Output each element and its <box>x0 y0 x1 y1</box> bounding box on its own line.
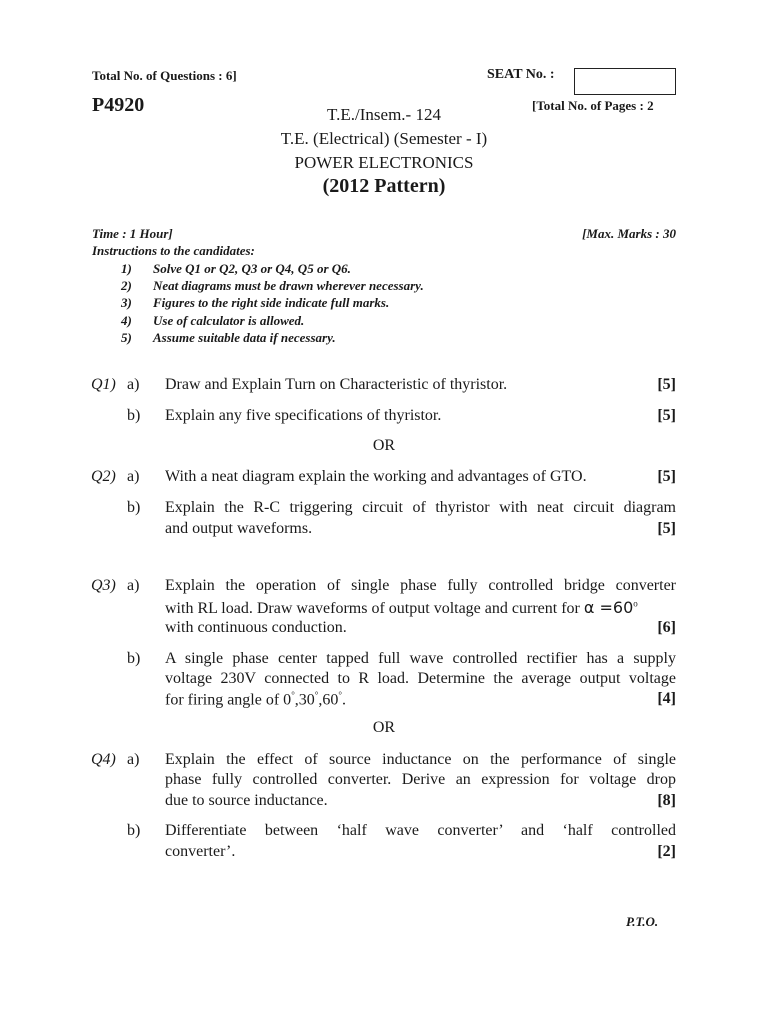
degree-superscript: ° <box>314 690 319 700</box>
marks: [5] <box>657 376 676 393</box>
question-text: and output waveforms. <box>165 520 313 537</box>
sub-question-label: b) <box>127 650 141 667</box>
instruction-number: 1) <box>121 261 132 276</box>
instructions-title: Instructions to the candidates: <box>92 243 255 258</box>
instruction-number: 4) <box>121 313 132 328</box>
question-text: Explain any five specifications of thyristor. <box>165 407 442 424</box>
question-number: Q2) <box>91 468 116 485</box>
instruction-text: Figures to the right side indicate full marks. <box>153 295 390 310</box>
alpha-symbol: α =60 <box>583 598 634 617</box>
total-pages: [Total No. of Pages : 2 <box>532 98 654 113</box>
degree-superscript: ° <box>291 690 295 700</box>
total-questions: Total No. of Questions : 6] <box>92 68 237 83</box>
question-number: Q4) <box>91 751 116 768</box>
pto-label: P.T.O. <box>626 914 659 929</box>
question-text-part: ,30 <box>294 691 315 709</box>
or-divider: OR <box>372 437 396 454</box>
marks: [2] <box>657 843 676 860</box>
paper-code: P4920 <box>92 94 145 116</box>
question-text: Draw and Explain Turn on Characteristic of thyristor. <box>165 376 508 393</box>
question-text-part: . <box>342 691 347 709</box>
marks: [8] <box>657 792 676 809</box>
question-text-part: with RL load. Draw waveforms of output voltage and current for <box>165 600 580 617</box>
question-text: A single phase center tapped full wave controlled rectifier has a supply <box>165 650 676 667</box>
sub-question-label: b) <box>127 499 141 516</box>
question-text: due to source inductance. <box>165 792 328 809</box>
instruction-number: 5) <box>121 330 132 345</box>
question-text: converter’. <box>165 843 236 860</box>
marks: [5] <box>657 520 676 537</box>
pattern-title: (2012 Pattern) <box>322 175 446 197</box>
seat-label: SEAT No. : <box>487 67 555 82</box>
marks: [4] <box>657 690 676 707</box>
time-info: Time : 1 Hour] <box>92 226 173 241</box>
question-text: phase fully controlled converter. Derive an expression for voltage drop <box>165 771 676 788</box>
question-number: Q3) <box>91 577 116 594</box>
question-text: Explain the R-C triggering circuit of thyristor with neat circuit diagram <box>165 499 676 516</box>
question-number: Q1) <box>91 376 116 393</box>
sub-question-label: a) <box>127 376 140 393</box>
sub-question-label: a) <box>127 751 140 768</box>
question-text: Differentiate between ‘half wave converter’ and ‘half controlled <box>165 822 676 839</box>
sub-question-label: a) <box>127 468 140 485</box>
degree-superscript: o <box>633 598 638 609</box>
marks: [6] <box>657 619 676 636</box>
degree-superscript: ° <box>338 690 343 700</box>
question-text-part: for firing angle of 0 <box>165 691 292 709</box>
question-text: Explain the effect of source inductance on the performance of single <box>165 751 676 768</box>
instruction-text: Use of calculator is allowed. <box>153 313 305 328</box>
seat-number-box <box>574 68 676 95</box>
instruction-text: Assume suitable data if necessary. <box>153 330 336 345</box>
question-text: With a neat diagram explain the working and advantages of GTO. <box>165 468 587 485</box>
subject-title: POWER ELECTRONICS <box>294 153 474 172</box>
question-text: with continuous conduction. <box>165 619 347 636</box>
marks: [5] <box>657 468 676 485</box>
sub-question-label: b) <box>127 407 141 424</box>
marks: [5] <box>657 407 676 424</box>
sub-question-label: a) <box>127 577 140 594</box>
instruction-number: 2) <box>121 278 132 293</box>
question-text: Explain the operation of single phase fully controlled bridge converter <box>165 577 676 594</box>
instruction-number: 3) <box>121 295 132 310</box>
max-marks: [Max. Marks : 30 <box>582 226 676 241</box>
sub-question-label: b) <box>127 822 141 839</box>
instruction-text: Neat diagrams must be drawn wherever necessary. <box>153 278 424 293</box>
exam-code: T.E./Insem.- 124 <box>327 105 441 124</box>
question-text: voltage 230V connected to R load. Determine the average output voltage <box>165 670 676 687</box>
question-text-part: ,60 <box>318 691 339 709</box>
instruction-text: Solve Q1 or Q2, Q3 or Q4, Q5 or Q6. <box>153 261 351 276</box>
course-title: T.E. (Electrical) (Semester - I) <box>280 129 488 148</box>
question-text <box>165 690 676 709</box>
question-text <box>165 598 676 618</box>
or-divider: OR <box>372 719 396 736</box>
